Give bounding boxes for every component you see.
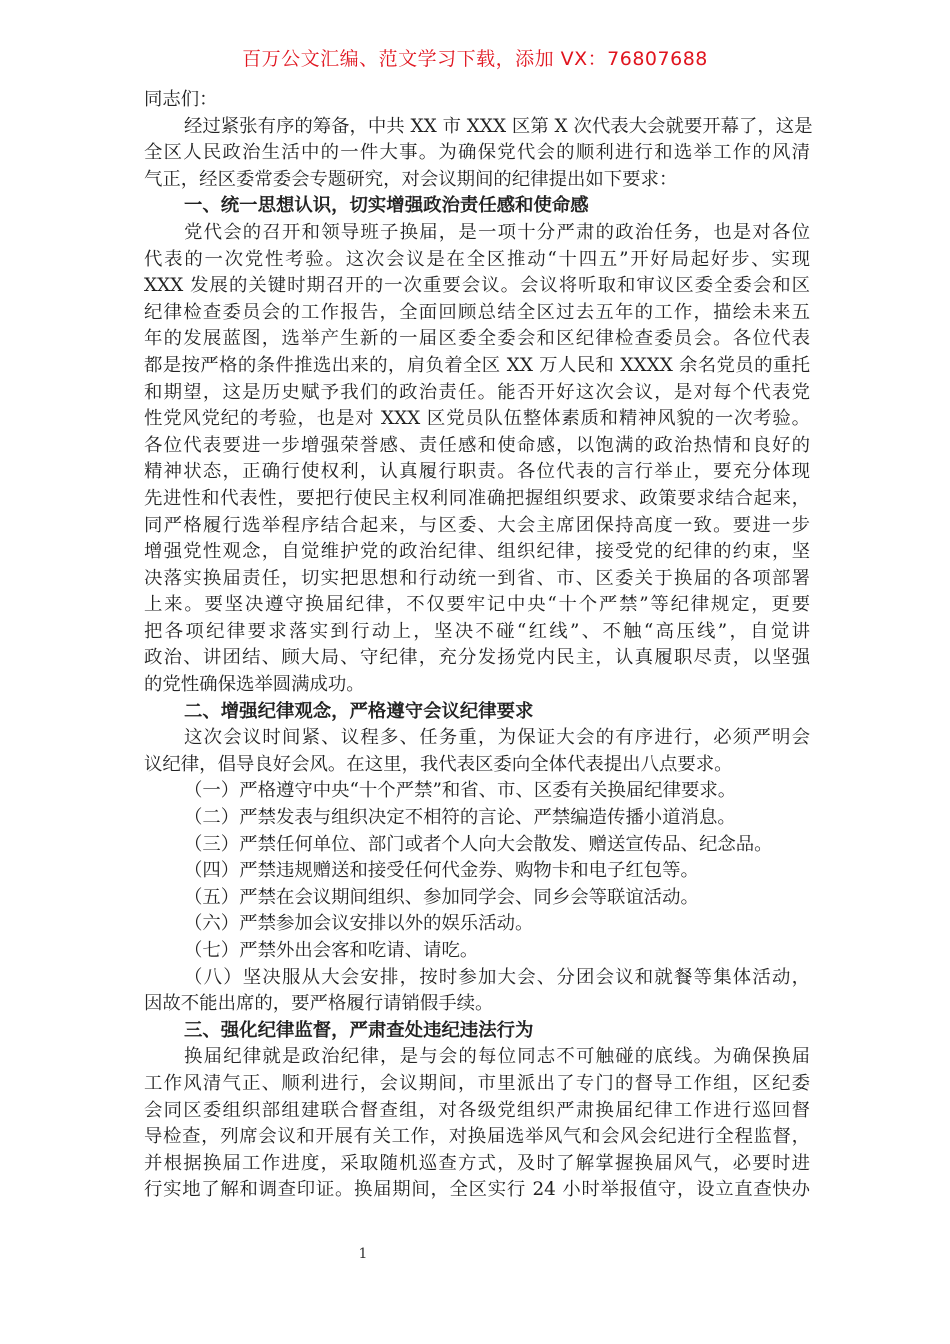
paragraph-line: 和期望，这是历史赋予我们的政治责任。能否开好这次会议，是对每个代表党 bbox=[144, 381, 810, 403]
paragraph-line: 同严格履行选举程序结合起来，与区委、大会主席团保持高度一致。要进一步 bbox=[144, 514, 810, 536]
paragraph-line: 会同区委组织部组建联合督查组，对各级党组织严肃换届纪律工作进行巡回督 bbox=[144, 1099, 810, 1121]
paragraph-line: 换届纪律就是政治纪律，是与会的每位同志不可触碰的底线。为确保换届 bbox=[184, 1046, 810, 1068]
paragraph-line: 党代会的召开和领导班子换届，是一项十分严肃的政治任务，也是对各位 bbox=[184, 221, 810, 243]
requirement-item: （二）严禁发表与组织决定不相符的言论、严禁编造传播小道消息。 bbox=[184, 807, 736, 829]
section-heading-3: 三、强化纪律监督，严肃查处违纪违法行为 bbox=[184, 1019, 534, 1041]
paragraph-line: 增强党性观念，自觉维护党的政治纪律、组织纪律，接受党的纪律的约束，坚 bbox=[144, 541, 810, 563]
salutation: 同志们： bbox=[144, 89, 218, 110]
paragraph-line: 性党风党纪的考验，也是对 XXX 区党员队伍整体素质和精神风貌的一次考验。 bbox=[144, 408, 810, 430]
paragraph-line: 议纪律，倡导良好会风。在这里，我代表区委向全体代表提出八点要求。 bbox=[144, 753, 733, 775]
paragraph-line: 行实地了解和调查印证。换届期间，全区实行 24 小时举报值守，设立直查快办 bbox=[144, 1179, 810, 1201]
requirement-item: （四）严禁违规赠送和接受任何代金券、购物卡和电子红包等。 bbox=[184, 860, 699, 882]
paragraph-line: 气正，经区委常委会专题研究，对会议期间的纪律提出如下要求： bbox=[144, 168, 678, 190]
requirement-item: （三）严禁任何单位、部门或者个人向大会散发、赠送宣传品、纪念品。 bbox=[184, 833, 773, 855]
requirement-item: （一）严格遵守中央“十个严禁”和省、市、区委有关换届纪律要求。 bbox=[184, 780, 737, 802]
paragraph-line: 全区人民政治生活中的一件大事。为确保党代会的顺利进行和选举工作的风清 bbox=[144, 142, 810, 164]
paragraph-line: 经过紧张有序的筹备，中共 XX 市 XXX 区第 X 次代表大会就要开幕了，这是 bbox=[184, 115, 813, 137]
page-number: 1 bbox=[358, 1246, 368, 1262]
paragraph-line: 纪律检查委员会的工作报告，全面回顾总结全区过去五年的工作，描绘未来五 bbox=[144, 301, 810, 323]
requirement-item: （五）严禁在会议期间组织、参加同学会、同乡会等联谊活动。 bbox=[184, 886, 699, 908]
paragraph-line: 这次会议时间紧、议程多、任务重，为保证大会的有序进行，必须严明会 bbox=[184, 727, 810, 749]
document-body bbox=[144, 87, 813, 1204]
paragraph-line: 并根据换届工作进度，采取随机巡查方式，及时了解掌握换届风气，必要时进 bbox=[144, 1152, 810, 1174]
paragraph-line: 年的发展蓝图，选举产生新的一届区委全委会和区纪律检查委员会。各位代表 bbox=[144, 328, 810, 350]
paragraph-line: 都是按严格的条件推选出来的，肩负着全区 XX 万人民和 XXXX 余名党员的重托 bbox=[144, 354, 810, 376]
section-heading-1: 一、统一思想认识，切实增强政治责任感和使命感 bbox=[184, 195, 589, 217]
requirement-item: （七）严禁外出会客和吃请、请吃。 bbox=[184, 940, 479, 961]
paragraph-line: 政治、讲团结、顾大局、守纪律，充分发扬党内民主，认真履职尽责，以坚强 bbox=[144, 647, 810, 669]
paragraph-line: 的党性确保选举圆满成功。 bbox=[144, 674, 365, 696]
requirement-item: （八）坚决服从大会安排，按时参加大会、分团会议和就餐等集体活动， bbox=[184, 966, 810, 988]
paragraph-line: 决落实换届责任，切实把思想和行动统一到省、市、区委关于换届的各项部署 bbox=[144, 567, 810, 589]
watermark-banner: 百万公文汇编、范文学习下载，添加 VX：76807688 bbox=[242, 48, 708, 70]
paragraph-line: 把各项纪律要求落实到行动上，坚决不碰“红线”、不触“高压线”，自觉讲 bbox=[144, 620, 810, 642]
section-heading-2: 二、增强纪律观念，严格遵守会议纪律要求 bbox=[184, 700, 534, 722]
paragraph-line: 代表的一次党性考验。这次会议是在全区推动“十四五”开好局起好步、实现 bbox=[144, 248, 810, 270]
paragraph-line: 各位代表要进一步增强荣誉感、责任感和使命感，以饱满的政治热情和良好的 bbox=[144, 434, 810, 456]
paragraph-line: 精神状态，正确行使权利，认真履行职责。各位代表的言行举止，要充分体现 bbox=[144, 461, 810, 483]
paragraph-line: 上来。要坚决遵守换届纪律，不仅要牢记中央“十个严禁”等纪律规定，更要 bbox=[144, 594, 810, 616]
requirement-item-continuation: 因故不能出席的，要严格履行请销假手续。 bbox=[144, 993, 494, 1015]
paragraph-line: 工作风清气正、顺利进行，会议期间，市里派出了专门的督导工作组，区纪委 bbox=[144, 1072, 810, 1094]
paragraph-line: 先进性和代表性，要把行使民主权利同准确把握组织要求、政策要求结合起来， bbox=[144, 487, 810, 509]
paragraph-line: XXX 发展的关键时期召开的一次重要会议。会议将听取和审议区委全委会和区 bbox=[144, 275, 810, 297]
requirement-item: （六）严禁参加会议安排以外的娱乐活动。 bbox=[184, 913, 534, 935]
paragraph-line: 导检查，列席会议和开展有关工作，对换届选举风气和会风会纪进行全程监督， bbox=[144, 1126, 810, 1148]
